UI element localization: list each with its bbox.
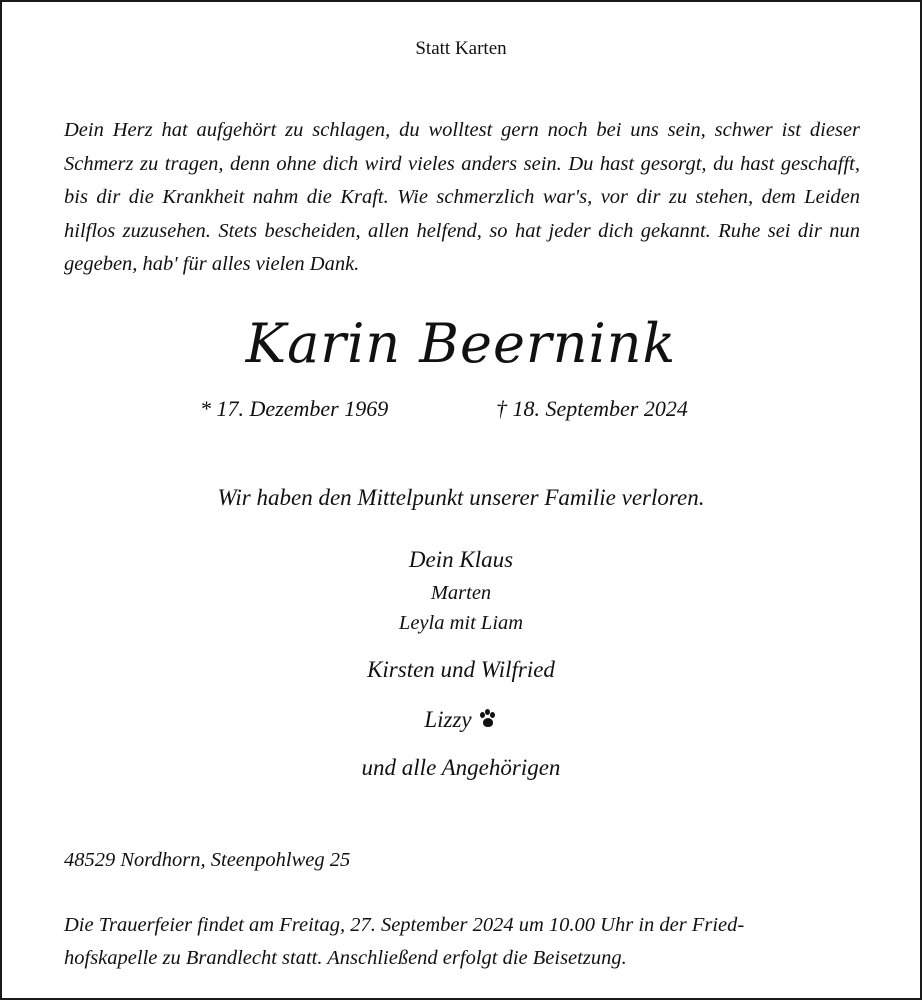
funeral-service-info [64, 909, 860, 975]
deceased-name: Karin Beernink [245, 312, 677, 375]
family-line-lizzy [2, 707, 920, 733]
family-line-leyla: Leyla mit Liam [398, 612, 524, 634]
memorial-poem: Dein Herz hat aufgehört zu schlagen, du wolltest gern noch bei uns sein, schwer ist dieser Schmerz zu tragen, denn ohne dich wird vieles anders sein. Du hast gesorgt, du hast geschafft, bis dir die Krankheit nahm die Kraft. Wie schmerzlich war's, vor dir zu stehen, dem Leiden hilflos zuzusehen. Stets bescheiden, allen helfend, so hat jeder dich gekannt. Ruhe sei dir nun gegeben, hab' für alles vielen Dank. [64, 119, 860, 275]
family-line-relatives: und alle Angehörigen [361, 755, 561, 780]
tagline: Wir haben den Mittelpunkt unserer Familie verloren. [217, 485, 705, 510]
header-note: Statt Karten [415, 38, 507, 59]
family-line-kirsten: Kirsten und Wilfried [367, 657, 555, 682]
service-line-1: Die Trauerfeier findet am Freitag, 27. September 2024 um 10.00 Uhr in der Fried- [64, 914, 745, 936]
family-line-lizzy-text: Lizzy [424, 707, 472, 732]
family-line-marten: Marten [430, 582, 492, 604]
death-date: † 18. September 2024 [496, 396, 688, 421]
service-line-2: hofskapelle zu Brandlecht statt. Anschließend erfolgt die Beisetzung. [64, 947, 627, 969]
paw-icon [478, 709, 498, 729]
birth-date: * 17. Dezember 1969 [200, 396, 389, 421]
mourner-address: 48529 Nordhorn, Steenpohlweg 25 [64, 849, 351, 871]
family-line-klaus: Dein Klaus [408, 547, 514, 572]
